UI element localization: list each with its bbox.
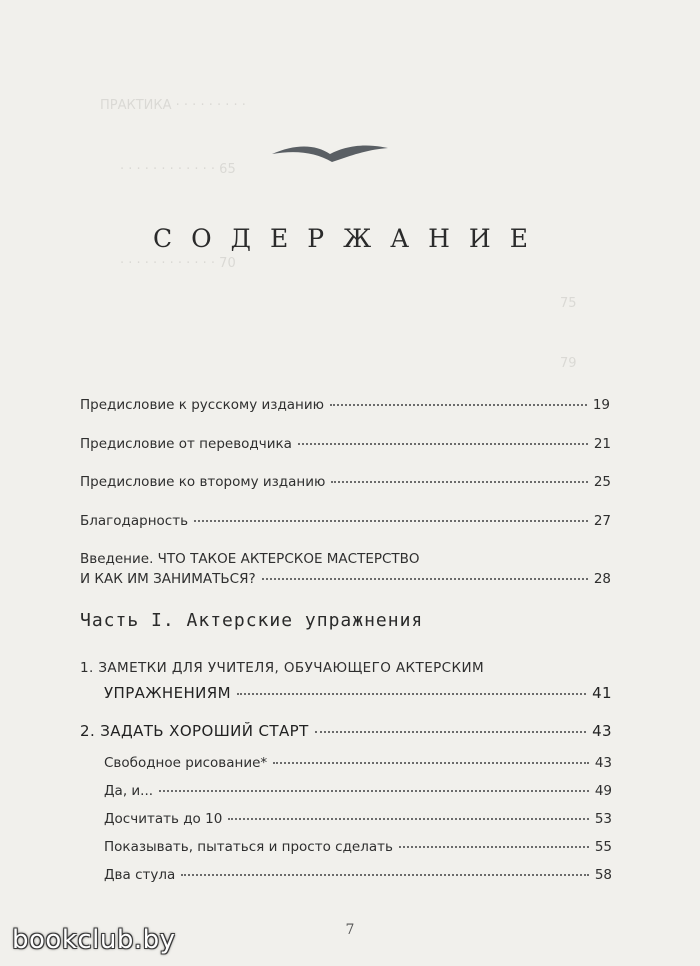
chapter-1-line1: 1. ЗАМЕТКИ ДЛЯ УЧИТЕЛЯ, ОБУЧАЮЩЕГО АКТЕРСКИМ (80, 660, 485, 676)
leader-dots (315, 731, 586, 733)
toc-entry-label: Досчитать до 10 (104, 811, 223, 827)
toc-entry-label: Свободное рисование* (104, 755, 268, 771)
toc-entry-label: 2. ЗАДАТЬ ХОРОШИЙ СТАРТ (80, 722, 309, 740)
leader-dots (273, 762, 589, 764)
toc-entry-label: И КАК ИМ ЗАНИМАТЬСЯ? (80, 571, 256, 587)
toc-subentry (104, 783, 612, 799)
leader-dots (228, 818, 589, 820)
toc-subentry (104, 867, 612, 883)
toc-entry-page: 43 (592, 722, 612, 740)
toc-entry-page: 21 (593, 436, 611, 452)
toc-entry-page: 28 (593, 571, 611, 587)
toc-entry (80, 571, 611, 587)
toc-entry-page: 19 (592, 397, 610, 413)
toc-subentry (104, 839, 612, 855)
toc-entry (80, 722, 612, 740)
toc-entry (80, 513, 611, 529)
show-through-text: 75 (560, 296, 577, 311)
show-through-text: 79 (560, 356, 577, 371)
leader-dots (298, 443, 588, 445)
leader-dots (159, 790, 589, 792)
toc-entry-page: 49 (594, 783, 612, 799)
leader-dots (181, 874, 589, 876)
show-through-text: · · · · · · · · · · · · 65 (120, 162, 236, 177)
toc-entry-page: 43 (594, 755, 612, 771)
part-heading: Часть I. Актерские упражнения (80, 610, 424, 631)
toc-entry-label: Предисловие к русскому изданию (80, 397, 325, 413)
toc-entry-label: УПРАЖНЕНИЯМ (104, 684, 231, 702)
toc-subentry (104, 755, 612, 771)
toc-entry-page: 25 (593, 474, 611, 490)
watermark-logo: bookclub.by (12, 925, 176, 955)
toc-entry-label: Два стула (104, 867, 176, 883)
leader-dots (262, 578, 588, 580)
page-number: 7 (345, 922, 355, 938)
toc-entry-page: 53 (594, 811, 612, 827)
toc-entry (80, 397, 610, 413)
leader-dots (399, 846, 589, 848)
toc-entry (104, 684, 612, 702)
toc-subentry (104, 811, 612, 827)
leader-dots (331, 481, 587, 483)
leader-dots (237, 693, 586, 695)
page-title: СОДЕРЖАНИЕ (153, 224, 547, 253)
bird-ornament-icon (270, 138, 390, 168)
toc-entry-label: Предисловие ко второму изданию (80, 474, 326, 490)
toc-entry (80, 474, 611, 490)
toc-entry-introduction-line1: Введение. ЧТО ТАКОЕ АКТЕРСКОЕ МАСТЕРСТВО (80, 551, 420, 567)
show-through-text: ПРАКТИКА · · · · · · · · · (100, 98, 246, 113)
toc-entry-page: 27 (593, 513, 611, 529)
leader-dots (194, 520, 588, 522)
toc-entry (80, 436, 611, 452)
toc-entry-page: 41 (592, 684, 612, 702)
show-through-text: · · · · · · · · · · · · 70 (120, 256, 236, 271)
leader-dots (330, 404, 587, 406)
toc-entry-label: Благодарность (80, 513, 189, 529)
toc-entry-page: 58 (594, 867, 612, 883)
toc-entry-label: Да, и... (104, 783, 154, 799)
toc-entry-label: Показывать, пытаться и просто сделать (104, 839, 393, 855)
toc-entry-page: 55 (594, 839, 612, 855)
toc-entry-label: Предисловие от переводчика (80, 436, 292, 452)
